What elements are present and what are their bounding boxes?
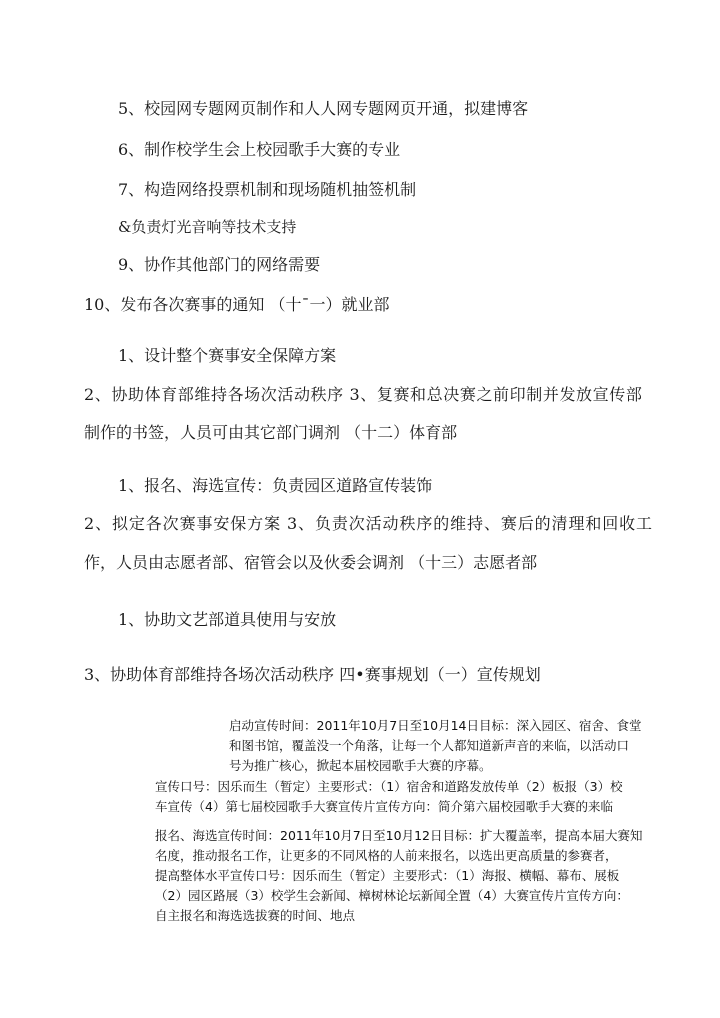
plan-line: （2）园区路展（3）校学生会新闻、樟树林论坛新闻全置（4）大赛宣传片宣传方向： [155,888,629,903]
list-item: 10、发布各次赛事的通知 （十¯一）就业部 [84,295,390,314]
plan-line: 名度，推动报名工作，让更多的不同风格的人前来报名，以选出更高质量的参赛者， [155,848,618,863]
list-item: &负责灯光音响等技术支持 [118,218,297,236]
list-item: 作，人员由志愿者部、宿管会以及伙委会调剂 （十三）志愿者部 [84,553,538,572]
plan-line: 宣传口号：因乐而生（暂定）主要形式：（1）宿舍和道路发放传单（2）板报（3）校 [155,779,623,794]
plan-line: 号为推广核心，掀起本届校园歌手大赛的序幕。 [229,758,492,773]
plan-line: 自主报名和海选选拔赛的时间、地点 [155,908,356,923]
plan-line: 报名、海选宣传时间：2011年10月7日至10月12日目标：扩大覆盖率，提高本届大赛知 [155,828,643,843]
list-item: 7、构造网络投票机制和现场随机抽签机制 [118,180,417,199]
plan-line: 车宣传（4）第七届校园歌手大赛宣传片宣传方向：简介第六届校园歌手大赛的来临 [155,799,613,814]
list-item: 2、拟定各次赛事安保方案 3、负责次活动秩序的维持、赛后的清理和回收工 [84,514,653,533]
list-item: 1、设计整个赛事安全保障方案 [118,346,337,365]
list-item: 1、协助文艺部道具使用与安放 [118,610,337,629]
section-heading: 3、协助体育部维持各场次活动秩序 四•赛事规划（一）宣传规划 [84,665,541,684]
list-item: 2、协助体育部维持各场次活动秩序 3、复赛和总决赛之前印制并发放宣传部 [84,385,643,404]
list-item: 制作的书签，人员可由其它部门调剂 （十二）体育部 [84,423,458,442]
list-item: 1、报名、海选宣传：负责园区道路宣传装饰 [118,476,433,495]
list-item: 5、校园网专题网页制作和人人网专题网页开通，拟建博客 [118,99,529,118]
plan-line: 启动宣传时间：2011年10月7日至10月14日目标：深入园区、宿舍、食堂 [229,718,642,733]
list-item: 9、协作其他部门的网络需要 [118,255,321,274]
plan-line: 提高整体水平宣传口号：因乐而生（暂定）主要形式：（1）海报、横幅、幕布、展板 [155,868,620,883]
plan-line: 和图书馆，覆盖没一个角落，让每一个人都知道新声音的来临，以活动口 [229,738,630,753]
list-item: 6、制作校学生会上校园歌手大赛的专业 [118,140,401,159]
